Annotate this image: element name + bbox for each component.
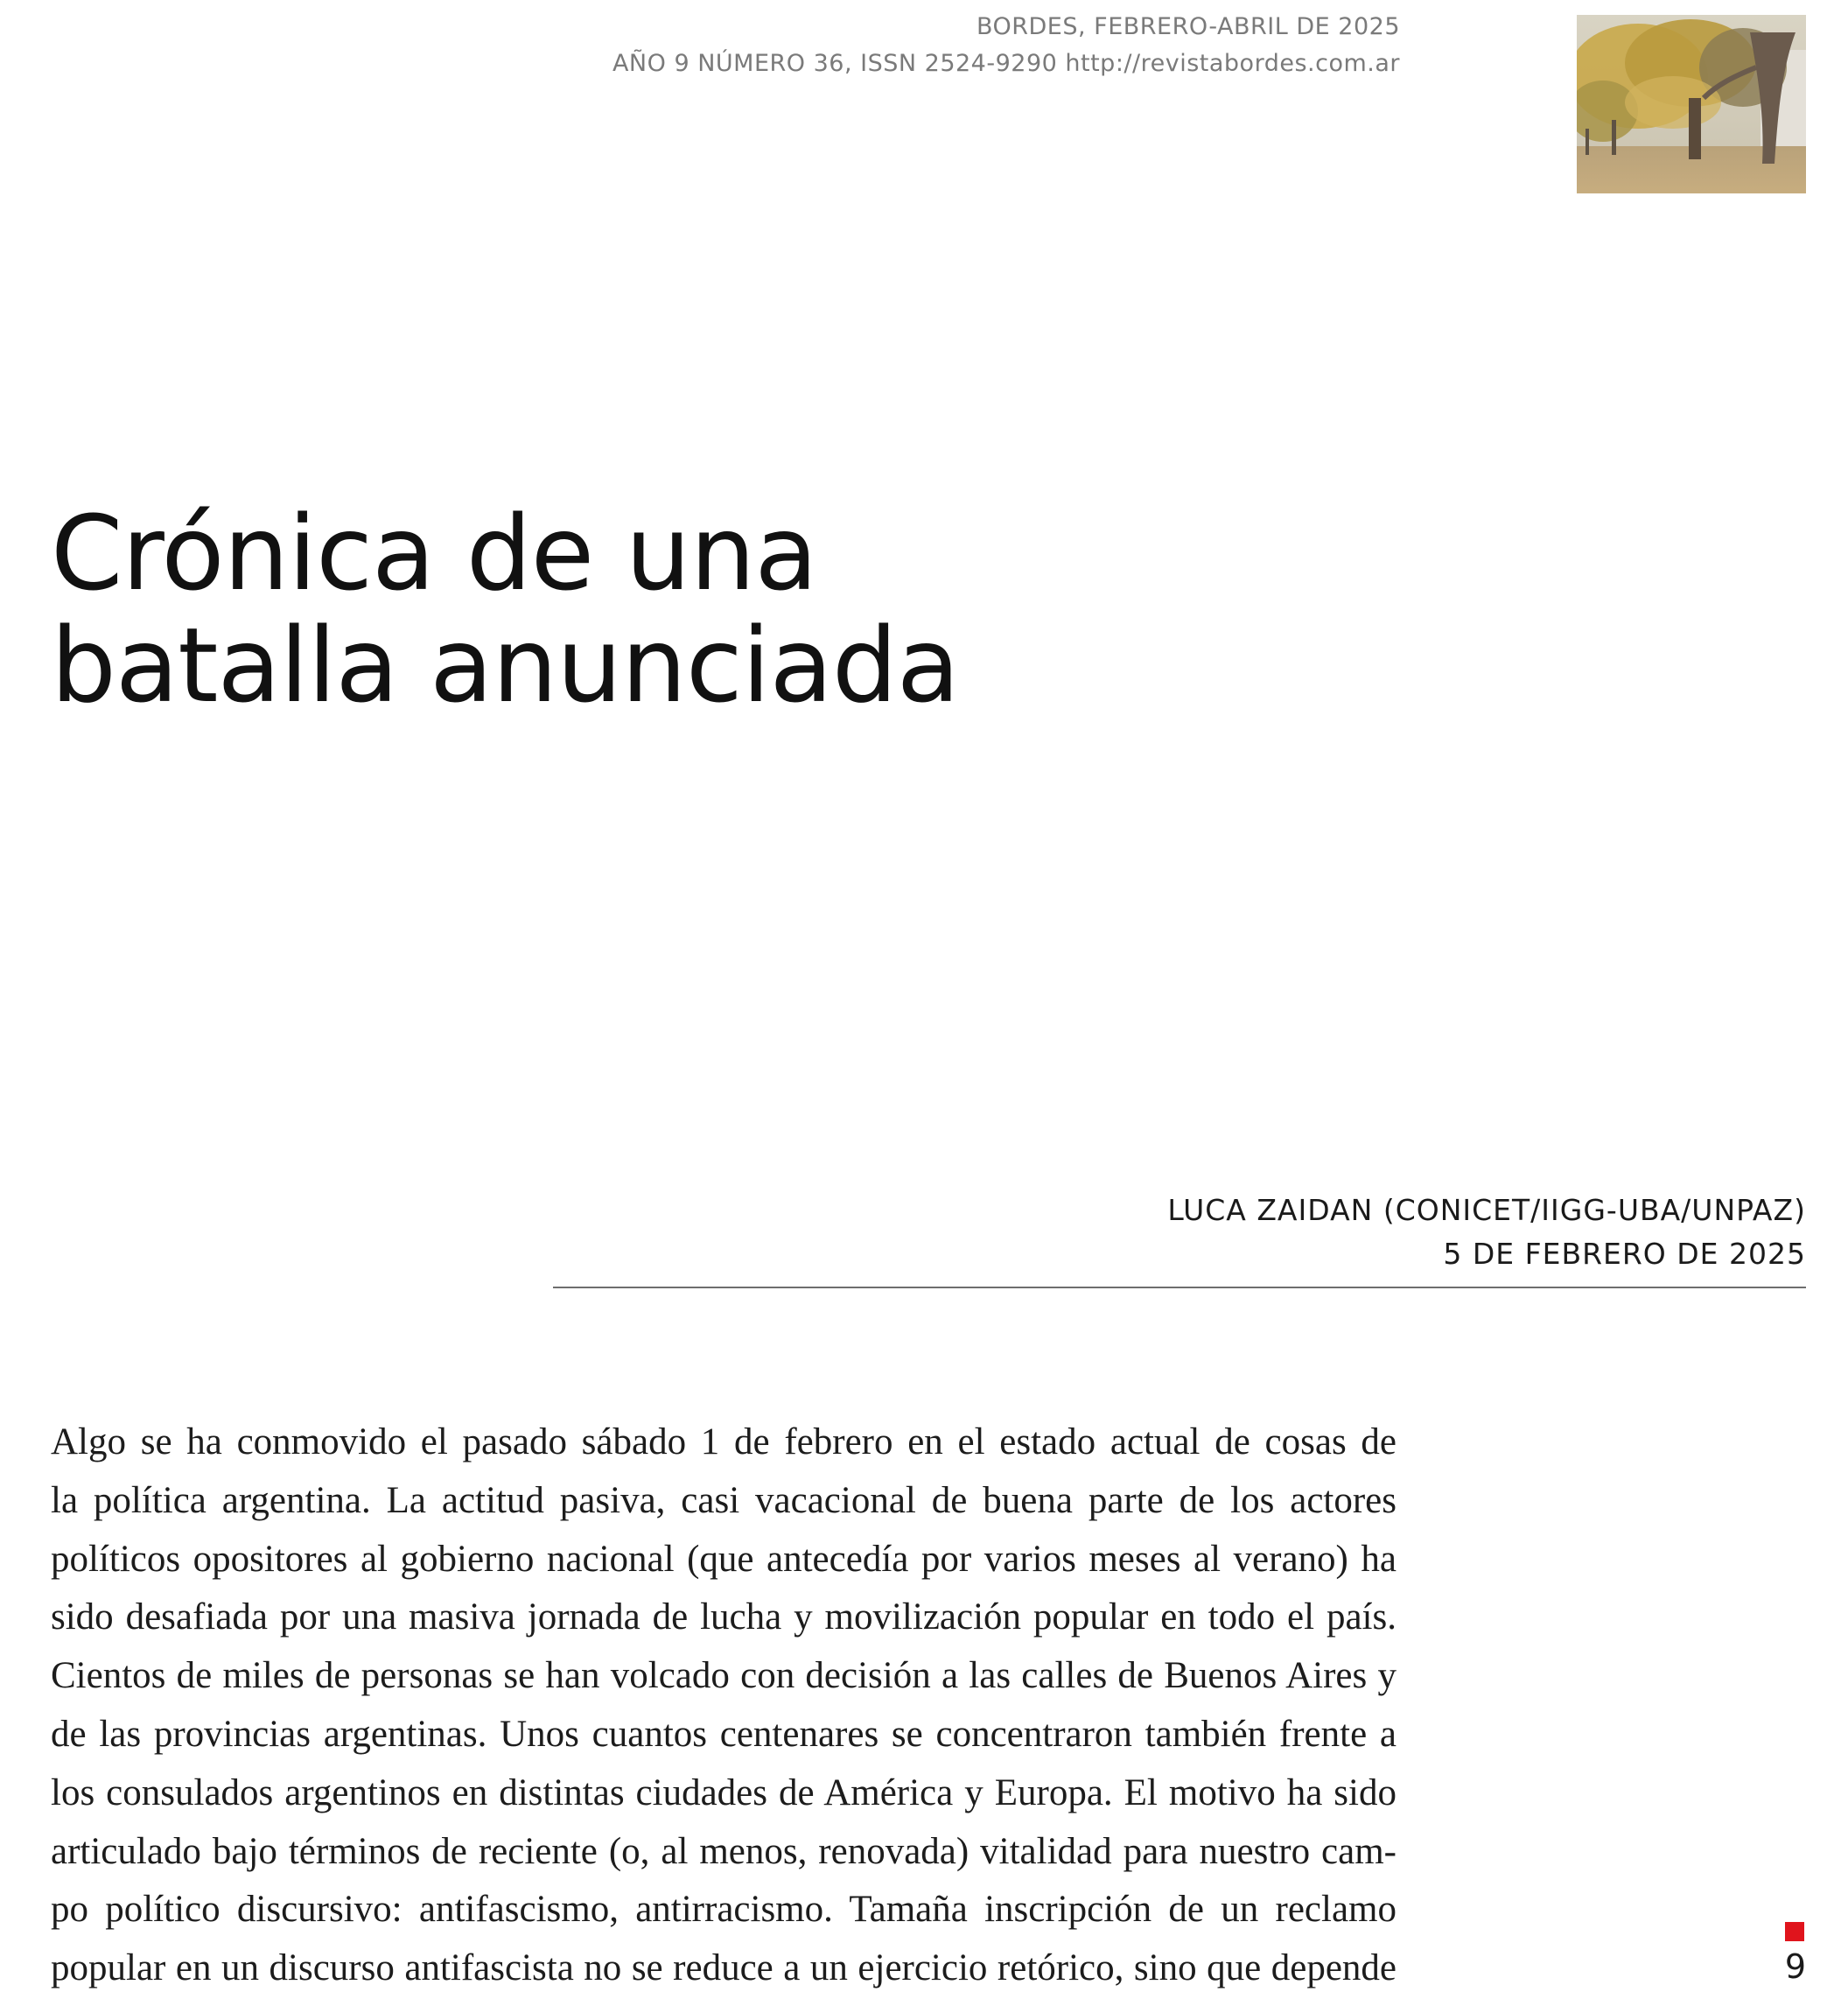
- body-line: articulado bajo términos de reciente (o, al menos, renovada) vitalidad para nuestro cam-: [51, 1830, 1396, 1872]
- journal-header: [612, 9, 1400, 82]
- publication-date: 5 DE FEBRERO DE 2025: [1443, 1237, 1806, 1271]
- body-line: Cientos de miles de personas se han volcado con decisión a las calles de Buenos Aires y: [51, 1655, 1396, 1697]
- article-title: [51, 493, 960, 726]
- body-line: popular en un discurso antifascista no se reduce a un ejercicio retórico, sino que depende: [51, 1947, 1396, 1989]
- article-title-line-1: Crónica de una: [51, 493, 817, 614]
- body-line: Algo se ha conmovido el pasado sábado 1 de febrero en el estado actual de cosas de: [51, 1421, 1396, 1462]
- page-number: 9: [1784, 1947, 1806, 1986]
- author-name: LUCA ZAIDAN (CONICET/IIGG-UBA/UNPAZ): [1167, 1193, 1806, 1227]
- body-line: po político discursivo: antifascismo, antirracismo. Tamaña inscripción de un reclamo: [51, 1889, 1396, 1931]
- byline-divider: [553, 1287, 1806, 1288]
- header-tree-photo: [1577, 15, 1806, 193]
- page-marker-square: [1785, 1922, 1804, 1941]
- journal-name-date: BORDES, FEBRERO-ABRIL DE 2025: [976, 13, 1400, 40]
- article-title-line-2: batalla anunciada: [51, 605, 960, 726]
- article-body: [51, 1413, 1396, 1998]
- journal-issue-info: AÑO 9 NÚMERO 36, ISSN 2524-9290 http://revistabordes.com.ar: [612, 50, 1400, 77]
- body-line: políticos opositores al gobierno nacional (que antecedía por varios meses al verano) ha: [51, 1538, 1396, 1580]
- body-line: los consulados argentinos en distintas ciudades de América y Europa. El motivo ha sido: [51, 1771, 1396, 1813]
- body-line: sido desafiada por una masiva jornada de lucha y movilización popular en todo el país.: [51, 1596, 1396, 1638]
- body-line: la política argentina. La actitud pasiva, casi vacacional de buena parte de los actores: [51, 1479, 1396, 1521]
- body-line: de las provincias argentinas. Unos cuantos centenares se concentraron también frente a: [51, 1713, 1396, 1755]
- article-byline: [1167, 1189, 1806, 1276]
